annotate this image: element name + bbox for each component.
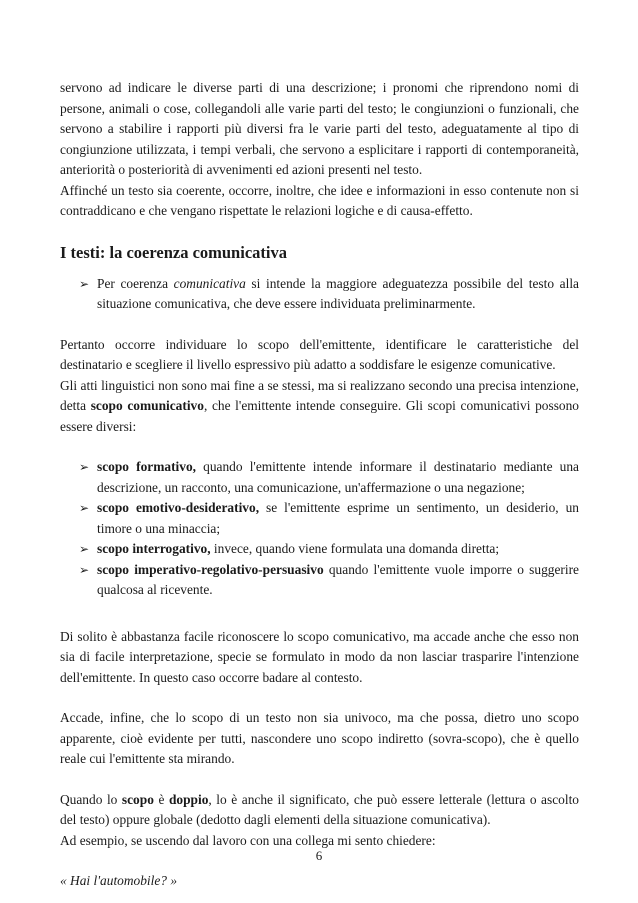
scopo-item [60, 539, 579, 560]
definition-text-post: si intende la maggiore adeguatezza possibile del testo alla situazione comunicativa, che deve essere individuata preliminarmente. [97, 275, 579, 311]
paragraph-scopo-doppio [60, 790, 579, 831]
scopo-term: scopo formativo, [97, 459, 196, 474]
scopo-description: quando l'emittente vuole imporre o suggerire qualcosa al ricevente. [97, 561, 579, 597]
arrow-bullet-icon: ➢ [79, 460, 90, 474]
arrow-bullet-icon: ➢ [79, 276, 90, 291]
scopi-list [60, 457, 579, 601]
paragraph-di-solito: Di solito è abbastanza facile riconoscere lo scopo comunicativo, ma accade anche che esso non sia di facile interpretazione, specie se formulato in modo da non lasciar trasparire l'intenzione dell'emittente. In questo caso occorre badare al contesto. [60, 628, 579, 685]
arrow-bullet-icon: ➢ [79, 542, 90, 556]
paragraph-atti-post: , che l'emittente intende conseguire. Gli scopi comunicativi possono essere diversi: [60, 398, 579, 434]
example-quote: « Hai l'automobile? » [60, 873, 178, 888]
document-page [60, 78, 579, 892]
scopo-term: scopo emotivo-desiderativo, [97, 500, 260, 515]
definition-list [60, 274, 579, 315]
definition-emphasis: comunicativa [173, 275, 246, 291]
intro-paragraph-1: servono ad indicare le diverse parti di una descrizione; i pronomi che riprendono nomi di persone, animali o cose, collegandoli alle varie parti del testo; le congiunzioni o funzionali, che servono a stabilire i rapporti più diversi fra le varie parti del testo, adeguatamente al tipo di congiunzione utilizzata, i tempi verbali, che servono a esplicitare i rapporti di contemporaneità, anteriorità o posteriorità di avvenimenti ed azioni presenti nel testo. [60, 80, 579, 177]
scopo-term: scopo imperativo-regolativo-persuasivo [97, 561, 324, 577]
scopo-description: invece, quando viene formulata una domanda diretta; [210, 541, 500, 556]
scopo-term: scopo [121, 791, 154, 807]
arrow-bullet-icon: ➢ [79, 562, 90, 577]
paragraph-doppio-a: Quando lo [60, 791, 122, 807]
scopo-item [60, 560, 579, 601]
paragraph-doppio-e: , lo è anche il significato, che può essere letterale (lettura o ascolto del testo) oppure globale (dedotto dagli elementi della situazione comunicativa). [60, 791, 579, 827]
arrow-bullet-icon: ➢ [79, 501, 90, 515]
paragraph-ad-esempio: Ad esempio, se uscendo dal lavoro con una collega mi sento chiedere: [60, 832, 436, 848]
paragraph-atti-linguistici [60, 376, 579, 438]
paragraph-atti-pre: Gli atti linguistici non sono mai fine a se stessi, ma si realizzano secondo una precisa intenzione, detta [60, 377, 579, 413]
paragraph-pertanto: Pertanto occorre individuare lo scopo dell'emittente, identificare le caratteristiche del destinatario e scegliere il livello espressivo più adatto a soddisfare le esigenze comunicative. [60, 336, 579, 372]
scopo-item [60, 457, 579, 498]
definition-text-pre: Per coerenza [97, 275, 174, 291]
scopo-comunicativo-term: scopo comunicativo [90, 398, 204, 413]
section-heading: I testi: la coerenza comunicativa [60, 242, 287, 262]
scopo-description: quando l'emittente intende informare il destinatario mediante una descrizione, un racconto, una comunicazione, un'affermazione o una negazione; [97, 459, 579, 495]
doppio-term: doppio [168, 791, 209, 807]
paragraph-accade: Accade, infine, che lo scopo di un testo non sia univoco, ma che possa, dietro uno scopo apparente, cioè evidente per tutti, nascondere uno scopo indiretto (sovra-scopo), che è quello reale cui l'emittente sta mirando. [60, 710, 579, 766]
scopo-item [60, 498, 579, 539]
page-number: 6 [315, 848, 323, 863]
definition-item [60, 274, 579, 315]
intro-paragraph-2: Affinché un testo sia coerente, occorre, inoltre, che idee e informazioni in esso contenute non si contraddicano e che vengano rispettate le relazioni logiche e di causa-effetto. [60, 182, 579, 218]
scopo-description: se l'emittente esprime un sentimento, un desiderio, un timore o una minaccia; [97, 500, 579, 536]
paragraph-doppio-c: è [153, 791, 169, 807]
scopo-term: scopo interrogativo, [97, 541, 211, 556]
